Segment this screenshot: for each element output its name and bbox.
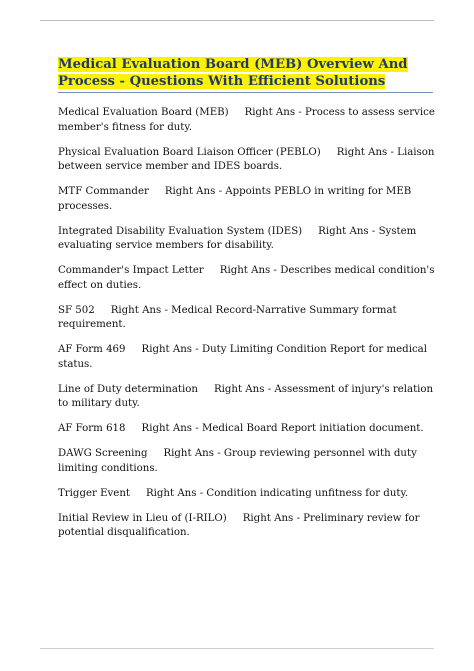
qa-answer: Right Ans - Medical Board Report initiation document. — [141, 423, 424, 434]
qa-term: DAWG Screening — [58, 448, 148, 459]
qa-term: Trigger Event — [58, 487, 130, 499]
qa-answer: Right Ans - Condition indicating unfitness for duty. — [145, 487, 409, 499]
qa-item — [58, 225, 438, 254]
qa-answer: Right Ans - System evaluating service members for disability. — [58, 225, 417, 251]
qa-item — [58, 106, 438, 135]
page-bottom-rule — [40, 648, 434, 649]
qa-item — [58, 343, 438, 372]
qa-list — [58, 106, 438, 551]
qa-answer: Right Ans - Liaison between service member and IDES boards. — [58, 146, 435, 172]
qa-term: MTF Commander — [58, 186, 149, 197]
qa-item — [58, 447, 438, 476]
document-title-text: Medical Evaluation Board (MEB) Overview And Process - Questions With Efficient Solutions — [58, 57, 408, 89]
qa-item — [58, 512, 438, 541]
page-top-rule — [40, 20, 434, 21]
title-block — [58, 56, 433, 93]
document-title — [58, 56, 433, 90]
qa-item — [58, 304, 438, 333]
qa-term: Physical Evaluation Board Liaison Officer (PEBLO) — [58, 146, 321, 158]
qa-term: SF 502 — [58, 304, 95, 316]
qa-term: Integrated Disability Evaluation System (IDES) — [58, 225, 303, 237]
qa-term: AF Form 618 — [58, 423, 126, 434]
qa-answer: Right Ans - Group reviewing personnel with duty limiting conditions. — [58, 448, 417, 474]
qa-item — [58, 185, 438, 214]
qa-answer: Right Ans - Describes medical condition's effect on duties. — [58, 265, 435, 291]
qa-item — [58, 383, 438, 412]
qa-answer: Right Ans - Appoints PEBLO in writing for MEB processes. — [58, 186, 412, 212]
qa-term: Initial Review in Lieu of (I-RILO) — [58, 512, 227, 524]
qa-answer: Right Ans - Medical Record-Narrative Summary format requirement. — [58, 304, 397, 330]
qa-answer: Right Ans - Preliminary review for potential disqualification. — [58, 512, 420, 538]
qa-answer: Right Ans - Process to assess service member's fitness for duty. — [58, 107, 435, 133]
qa-answer: Right Ans - Assessment of injury's relation to military duty. — [58, 383, 434, 409]
qa-item — [58, 422, 438, 437]
qa-term: Line of Duty determination — [58, 383, 198, 395]
qa-item — [58, 146, 438, 175]
qa-item — [58, 487, 438, 502]
qa-item — [58, 264, 438, 293]
qa-answer: Right Ans - Duty Limiting Condition Report for medical status. — [58, 344, 428, 370]
qa-term: Medical Evaluation Board (MEB) — [58, 107, 229, 118]
qa-term: AF Form 469 — [58, 344, 126, 355]
qa-term: Commander's Impact Letter — [58, 265, 204, 276]
